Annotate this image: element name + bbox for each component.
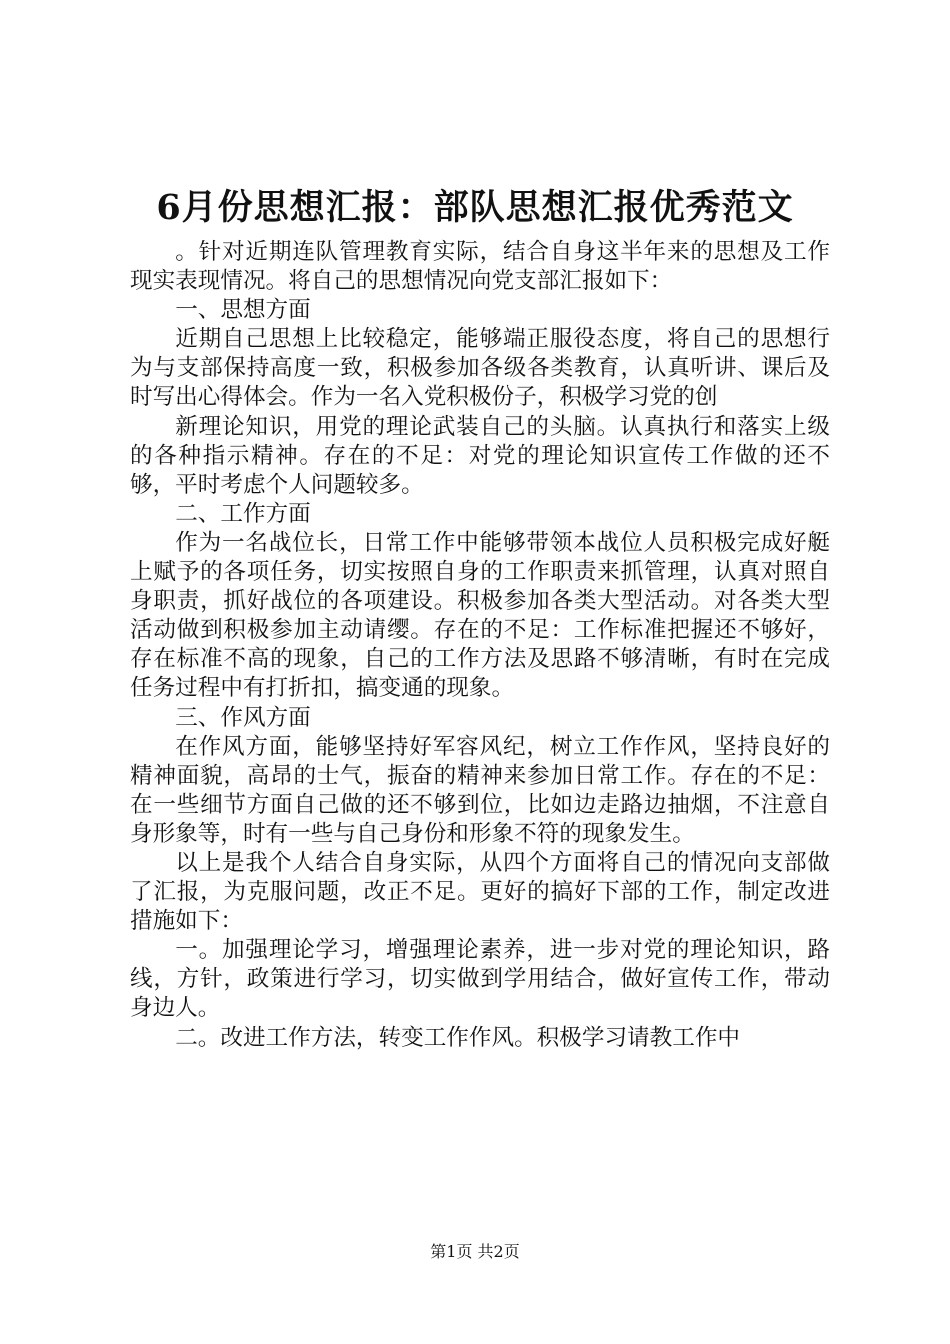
section-heading-work: 二、工作方面 xyxy=(175,500,311,527)
work-paragraph: 作为一名战位长，日常工作中能够带领本战位人员积极完成好艇上赋予的各项任务，切实按照自身的工作职责来抓管理，认真对照自身职责，抓好战位的各项建设。积极参加各类大型活动。对各类大型活动做到积极参加主动请缨。存在的不足：工作标准把握还不够好，存在标准不高的现象，自己的工作方法及思路不够清晰，有时在完成任务过程中有打折扣，搞变通的现象。 xyxy=(130,529,830,702)
summary-paragraph: 以上是我个人结合自身实际，从四个方面将自己的情况向支部做了汇报，为克服问题，改正不足。更好的搞好下部的工作，制定改进措施如下： xyxy=(130,849,830,935)
measure-paragraph-1: 一。加强理论学习，增强理论素养，进一步对党的理论知识，路线，方针，政策进行学习，切实做到学用结合，做好宣传工作，带动身边人。 xyxy=(130,937,830,1022)
thought-paragraph: 近期自己思想上比较稳定，能够端正服役态度，将自己的思想行为与支部保持高度一致，积极参加各级各类教育，认真听讲、课后及时写出心得体会。作为一名入党积极份子，积极学习党的创 xyxy=(130,326,830,411)
intro-paragraph: 。针对近期连队管理教育实际，结合自身这半年来的思想及工作现实表现情况。将自己的思想情况向党支部汇报如下： xyxy=(130,239,830,295)
section-heading-thought: 一、思想方面 xyxy=(175,297,311,324)
document-body xyxy=(130,238,830,1053)
style-paragraph: 在作风方面，能够坚持好军容风纪，树立工作作风，坚持良好的精神面貌，高昂的士气，振奋的精神来参加日常工作。存在的不足：在一些细节方面自己做的还不够到位，比如边走路边抽烟，不注意自身形象等，时有一些与自己身份和形象不符的现象发生。 xyxy=(130,733,830,847)
measure-paragraph-2: 二。改进工作方法，转变工作作风。积极学习请教工作中 xyxy=(175,1024,741,1051)
page-number-footer: 第1页 共2页 xyxy=(430,1242,520,1261)
thought-paragraph-continued: 新理论知识，用党的理论武装自己的头脑。认真执行和落实上级的各种指示精神。存在的不足：对党的理论知识宣传工作做的还不够，平时考虑个人问题较多。 xyxy=(130,413,830,498)
section-heading-style: 三、作风方面 xyxy=(175,704,311,731)
document-title: 6月份思想汇报：部队思想汇报优秀范文 xyxy=(156,187,794,228)
